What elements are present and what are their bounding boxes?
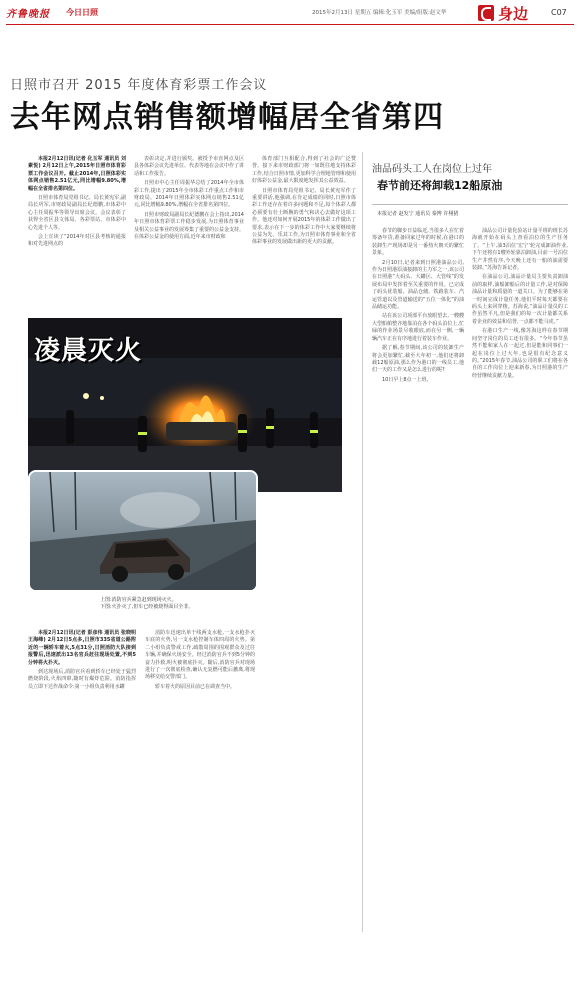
- article1-paragraph: 日照市体育局党组书记、局长黄宪军作了重要讲话,他强调,在肯定成绩的同时,日照市体彩工作还存在着许多问题和不足,每个体彩人都必须要有壮士断腕的勇气和决心去做好这项工作。他还对如何开展2015年的体彩工作做出了要求,表示在下一步的体彩工作中大家要继续将公益为先、乐其工作,为日照市体育事业和全省体彩事业的发展做出新的更大的贡献。: [252, 187, 356, 246]
- article2-column-1: [28, 630, 136, 693]
- sidebar-subhead: 油品码头工人在岗位上过年: [372, 164, 492, 175]
- sidebar-rule: [372, 204, 568, 205]
- sidebar-headline: 春节前还将卸载12船原油: [377, 179, 503, 192]
- article1-paragraph: 日照市中心主任周振华总结了2014年全市体彩工作,提出了2015年全市体彩工作重点工作和市财政局。2014年日照体彩实体网点销售2.51亿元,同比增幅9.80%,增幅在全省排名第四位。: [134, 180, 244, 209]
- article1-paragraph: 体育部门互相配合,得到了社会的广泛赞誉。接下来市财政部门将一如既往地支持体彩工作,结合日照市情,更加科学合理地管理和使用好体彩公益金,最大限度地发挥其公益效益。: [252, 156, 356, 185]
- article1-paragraph: 本报2月12日讯(记者 化玉军 通讯员 刘素悦) 2月12日上午,2015年日照市体育彩票工作会议召开。截止2014年,日照体彩实体网点销售2.51亿元,同比增幅9.80%,增幅在全省排名第四位。: [28, 156, 126, 192]
- article1-paragraph: 日照市体育局党组书记、局长黄宪军,副局长巩军,市财政局副局长纪德鹏,市体彩中心主任周振华等领导出席会议。会议表彰了获得全省区县文体局、各彩票站、市体彩中心先进个人等。: [28, 195, 126, 231]
- sidebar-byline: 本报记者 赵发宁 通讯员 秦博 许栩猪: [377, 211, 459, 217]
- article1-column-1: [28, 156, 126, 251]
- sidebar-column-1: [372, 228, 464, 386]
- article1-paragraph: 会上宣读了“2014年对区县考核的通报和对先进网点的: [28, 234, 126, 248]
- sidebar-paragraph: 在港口生产一线,像苏海这样在春节期间坚守岗位的员工还有很多。“今年春节虽然不能和家人在一起过,但是能和同事们一起在岗位上过大年,也是很有纪念意义的。”2015年春节,油品公司的职工们将在各自的工作岗位上迎来新春,为日照港的生产经营继续贡献力量。: [472, 328, 568, 379]
- article2-column-2: [145, 630, 255, 693]
- sidebar-paragraph: 据了解,春节期间,该公司的装卸生产将会更加繁忙,截至大年初一,他们还将卸载12船原油,那么作为港口的一线员工,他们一天的工作又是怎么进行的呢?: [372, 345, 464, 374]
- article1-paragraph: 表彰决定,并进行颁奖。被授予市直网点及区县各体彩会议先进单位、代表等地在会议中作了讲话和工作报告。: [134, 156, 245, 177]
- article1-paragraph: 日照市财政局副局长纪德鹏在会上指出,2014年日照市体育彩票工作稳步发展,为日照体育事业及相关公益事业的发展筹集了重要的公益金支持。在体彩公益金的使用方面,近年来市财政和: [134, 211, 245, 241]
- caption-bottom: 下图:火扑灭了,但车已经被烧得面目全非。: [100, 604, 194, 610]
- sidebar-paragraph: 在油品公司,油品计量员主要负责卸油前的取样,油船卸船后的计量工作,是对保障油品计量和质量的一道关口。为了能够在第一时间完成计量任务,他们平时每天都要在码头上来回穿梭。苏海说,“油品计量员的工作虽然平凡,但是我们的每一次计量都关系着企业的效益和信誉,一点都不能马虎。”: [472, 274, 568, 325]
- sidebar-paragraph: 2月10日,记者来到日照港油品公司,作为日照港原油接卸的主力军之一,该公司在日照港“大码头、大罐区、大管线”的发展布局中发挥着至关重要的作用。已完成了码头优装船、油品仓储、铁路装车、汽运管道以及管道输送的“五位一体化”的油品储运功能。: [372, 259, 464, 311]
- sidebar-paragraph: 春节的脚步日益临近,当很多人在忙着筹备年货,准备回家过年的时候,在港口的装卸生产现场却是另一番热火朝天的繁忙景象。: [372, 228, 464, 257]
- newspaper-logo: 齐鲁晚报: [6, 9, 50, 20]
- lead-kicker: 日照市召开 2015 年度体育彩票工作会议: [10, 78, 268, 93]
- article2-paragraph: 轿车着火的原因目前已在调查当中。: [155, 683, 236, 690]
- burnt-car-image: [30, 472, 256, 590]
- sidebar-paragraph: 站在该公司项部平台放眼望去,一艘艘大型船舶整齐地靠泊在各个码头泊位上,忙碌的作业场景尽收眼底,而在另一侧,一辆辆汽车正在有序地进行着装车作业。: [372, 313, 464, 342]
- photo-title: 凌晨灭火: [34, 336, 143, 366]
- masthead-bar: [0, 0, 580, 26]
- masthead-rule: [6, 24, 574, 25]
- sidebar-paragraph: 油品公司计量化验站计量平班的班长苏海就开始在码头上查看泊位的生产任务了。“上午,油3泊位‘宏宁’轮完成卸油作业,下午还将有1艘外轮靠泊卸油,目前一号泊位生产井然有序,今天晚上还有一船的油需要装卸。”苏海告诉记者。: [472, 228, 568, 272]
- section-icon: [478, 5, 494, 21]
- article1-column-3: [252, 156, 356, 249]
- article2-paragraph: 本报2月12日讯(记者 彭彦伟 通讯员 张晓明 王海峰) 2月12日5点多,日照市335省道公路附近的一辆轿车着火,5点31分,日照消防大队接到报警后,迅速派出13名官兵赶往现场处置,不到5分钟将火扑灭。: [28, 630, 136, 666]
- article2-paragraph: 到达现场后,消防官兵看到轿车已经处于猛烈燃烧阶段,火焰四窜,随时有爆炸危险。消防指挥员立即下达作战命令:第一小组负责利用水罐: [28, 669, 136, 690]
- edition-name: 今日日照: [66, 8, 98, 17]
- page-number: C07: [551, 8, 567, 17]
- photo-caption: [100, 597, 193, 611]
- burnt-car-photo: [28, 470, 258, 592]
- article1-column-2: [134, 156, 244, 243]
- column-divider: [362, 152, 363, 932]
- caption-top: 上图:消防官兵紧急赶到现场灭火。: [100, 597, 177, 603]
- lead-headline: 去年网点销售额增幅居全省第四: [10, 100, 444, 135]
- article2-paragraph: 消防车迅速出单干线两支水枪,一支水枪扑灭车底的火势,另一支水枪控制车体四周的火势。第二小组负责警戒工作,疏散周围的围观群众及过往车辆,并确保火场安全。经过消防官兵不到5分钟的奋力扑救,明火被彻底扑灭。随后,消防官兵对现场进行了一次彻底检查,确认无复燃可能后撤离,将现场移交给交警部门。: [145, 630, 255, 681]
- section-name: 身边: [498, 5, 529, 23]
- sidebar-paragraph: 10日早上8点一上班,: [382, 376, 429, 383]
- sidebar-column-2: [472, 228, 568, 382]
- date-line: 2015年2月13日 星期五 编辑:化玉军 美编/组版:赵文华: [312, 10, 447, 16]
